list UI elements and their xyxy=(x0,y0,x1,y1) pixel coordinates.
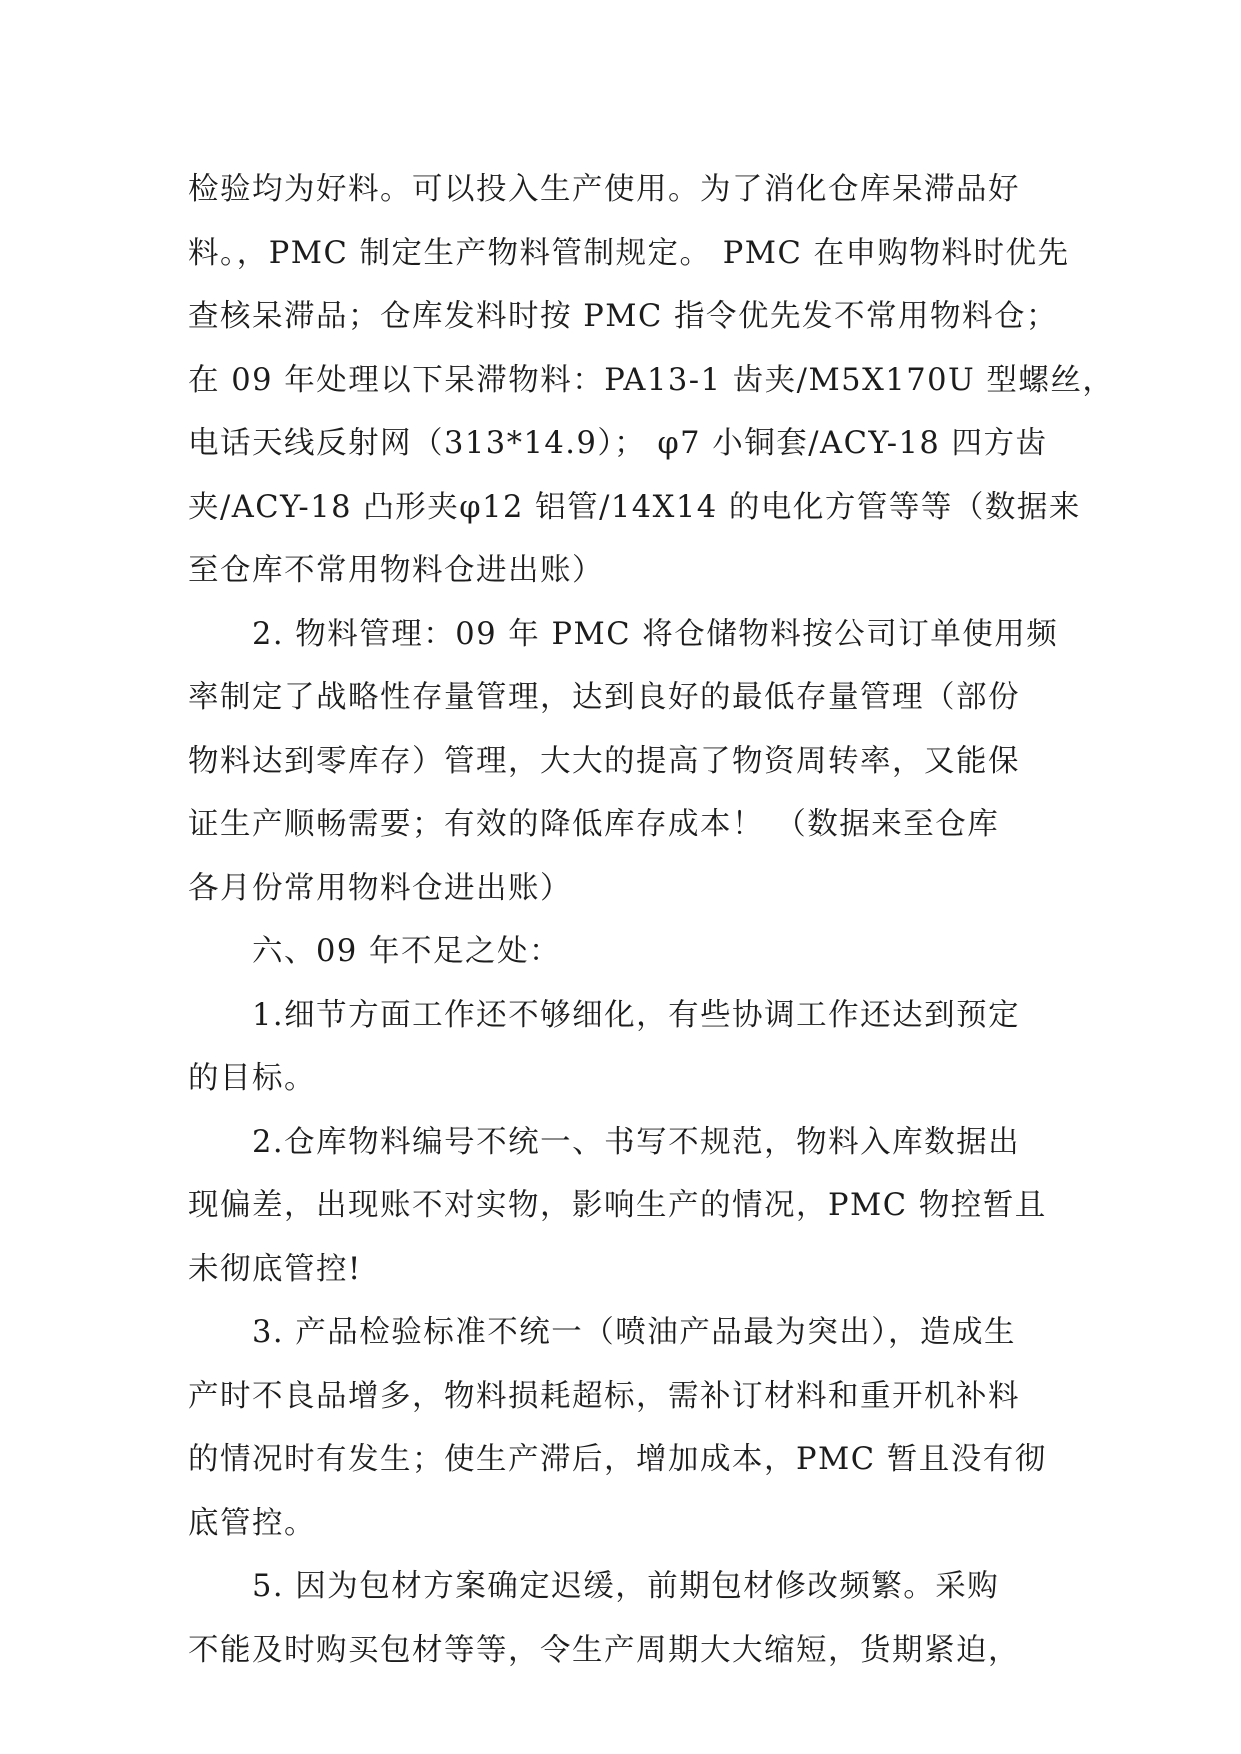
text-line: 的情况时有发生；使生产滞后，增加成本，PMC 暂且没有彻 xyxy=(188,1442,1047,1477)
text-line: 检验均为好料。可以投入生产使用。为了消化仓库呆滞品好 xyxy=(188,172,1020,207)
text-line: 产时不良品增多，物料损耗超标，需补订材料和重开机补料 xyxy=(188,1378,1020,1414)
text-line: 底管控。 xyxy=(188,1505,316,1541)
text-line: 的目标。 xyxy=(188,1061,316,1096)
text-line: 5. 因为包材方案确定迟缓，前期包材修改频繁。采购 xyxy=(252,1569,1000,1604)
text-line: 料。，PMC 制定生产物料管制规定。 PMC 在申购物料时优先 xyxy=(188,235,1070,271)
text-line: 不能及时购买包材等等，令生产周期大大缩短，货期紧迫， xyxy=(188,1632,1020,1668)
text-line: 2. 物料管理：09 年 PMC 将仓储物料按公司订单使用频 xyxy=(252,616,1059,652)
body-text xyxy=(188,158,1115,1682)
text-line: 率制定了战略性存量管理，达到良好的最低存量管理（部份 xyxy=(188,680,1020,715)
text-line: 物料达到零库存）管理，大大的提高了物资周转率，又能保 xyxy=(188,743,1020,779)
text-line: 3. 产品检验标准不统一（喷油产品最为突出），造成生 xyxy=(252,1315,1017,1350)
text-line: 证生产顺畅需要；有效的降低库存成本！ （数据来至仓库 xyxy=(188,807,1000,842)
text-line: 夹/ACY-18 凸形夹φ12 铝管/14X14 的电化方管等等（数据来 xyxy=(188,489,1081,525)
text-line: 1.细节方面工作还不够细化，有些协调工作还达到预定 xyxy=(252,997,1021,1033)
text-line: 查核呆滞品；仓库发料时按 PMC 指令优先发不常用物料仓； xyxy=(188,299,1058,334)
text-line: 至仓库不常用物料仓进出账） xyxy=(188,553,604,588)
text-line: 各月份常用物料仓进出账） xyxy=(188,870,572,906)
text-line: 未彻底管控! xyxy=(188,1251,362,1287)
text-line: 在 09 年处理以下呆滞物料：PA13-1 齿夹/M5X170U 型螺丝， xyxy=(188,362,1115,398)
text-line: 电话天线反射网（313*14.9）； φ7 小铜套/ACY-18 四方齿 xyxy=(188,426,1048,461)
text-line: 现偏差，出现账不对实物，影响生产的情况，PMC 物控暂且 xyxy=(188,1188,1047,1223)
text-line: 2.仓库物料编号不统一、书写不规范，物料入库数据出 xyxy=(252,1124,1021,1160)
text-line: 六、09 年不足之处： xyxy=(252,934,562,969)
